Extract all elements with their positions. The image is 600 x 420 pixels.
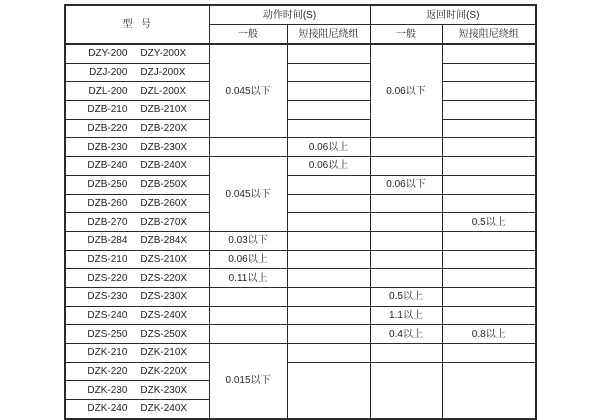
action-damped-cell [287,250,370,269]
model-cell: DZB-220 DZB-220X [65,119,209,138]
return-damped-cell [442,175,536,194]
action-damped-cell [287,269,370,288]
return-damped-cell [442,101,536,120]
return-general-cell [370,157,442,176]
model-cell: DZS-250 DZS-250X [65,325,209,344]
table-row [65,213,536,232]
action-damped-cell [287,213,370,232]
return-general-cell [370,269,442,288]
return-damped-cell [442,157,536,176]
table-row [65,119,536,138]
table-row [65,269,536,288]
action-general-cell [209,287,287,306]
action-damped-cell: 0.06以上 [287,157,370,176]
action-damped-cell [287,287,370,306]
return-general-cell: 1.1以上 [370,306,442,325]
return-general-cell: 0.06以下 [370,175,442,194]
table-row [65,231,536,250]
return-damped-cell [442,63,536,82]
table-row [65,287,536,306]
return-damped-cell [442,194,536,213]
model-cell: DZS-230 DZS-230X [65,287,209,306]
model-cell: DZB-260 DZB-260X [65,194,209,213]
action-damped-subheader: 短接阻尼绕组 [287,25,370,45]
action-general-cell: 0.045以下 [209,157,287,232]
action-general-subheader: 一般 [209,25,287,45]
table-row [65,344,536,363]
model-cell: DZB-250 DZB-250X [65,175,209,194]
model-cell: DZS-220 DZS-220X [65,269,209,288]
table-row [65,306,536,325]
return-damped-cell [442,82,536,101]
return-damped-cell [442,44,536,63]
table-row [65,157,536,176]
action-damped-cell [287,306,370,325]
return-damped-cell [442,306,536,325]
table-row [65,82,536,101]
model-cell: DZL-200 DZL-200X [65,82,209,101]
model-cell: DZJ-200 DZJ-200X [65,63,209,82]
model-cell: DZY-200 DZY-200X [65,44,209,63]
return-general-cell: 0.4以上 [370,325,442,344]
table-row [65,44,536,63]
return-damped-cell [442,138,536,157]
action-general-cell: 0.015以下 [209,344,287,419]
action-damped-cell [287,194,370,213]
header-row-groups [65,5,536,25]
action-general-cell: 0.045以下 [209,44,287,138]
return-general-cell [370,213,442,232]
return-damped-cell [442,250,536,269]
action-damped-cell: 0.06以上 [287,138,370,157]
model-cell: DZK-210 DZK-210X [65,344,209,363]
action-damped-cell [287,325,370,344]
action-general-cell [209,138,287,157]
table-row [65,63,536,82]
model-cell: DZS-210 DZS-210X [65,250,209,269]
model-cell: DZS-240 DZS-240X [65,306,209,325]
return-general-cell [370,194,442,213]
model-cell: DZK-230 DZK-230X [65,381,209,400]
return-general-cell [370,362,442,419]
action-damped-cell [287,44,370,63]
return-time-group-header: 返回时间(S) [370,5,536,25]
model-cell: DZK-240 DZK-240X [65,400,209,419]
model-cell: DZK-220 DZK-220X [65,362,209,381]
action-damped-cell [287,362,370,419]
model-cell: DZB-210 DZB-210X [65,101,209,120]
relay-timing-table [64,4,537,420]
return-general-subheader: 一般 [370,25,442,45]
model-cell: DZB-240 DZB-240X [65,157,209,176]
action-damped-cell [287,344,370,363]
action-damped-cell [287,119,370,138]
return-general-cell: 0.06以下 [370,44,442,138]
table-row [65,101,536,120]
return-damped-cell [442,269,536,288]
action-general-cell [209,325,287,344]
return-damped-cell: 0.5以上 [442,213,536,232]
action-time-group-header: 动作时间(S) [209,5,370,25]
model-cell: DZB-284 DZB-284X [65,231,209,250]
action-damped-cell [287,82,370,101]
model-column-header: 型 号 [65,5,209,44]
return-damped-subheader: 短接阻尼绕组 [442,25,536,45]
table-row [65,250,536,269]
model-cell: DZB-230 DZB-230X [65,138,209,157]
return-damped-cell [442,231,536,250]
action-general-cell: 0.11以上 [209,269,287,288]
return-general-cell [370,344,442,363]
return-general-cell [370,250,442,269]
return-general-cell [370,231,442,250]
return-damped-cell [442,119,536,138]
return-damped-cell [442,344,536,363]
action-general-cell [209,306,287,325]
table-row [65,194,536,213]
return-general-cell [370,138,442,157]
action-damped-cell [287,63,370,82]
action-damped-cell [287,175,370,194]
return-general-cell: 0.5以上 [370,287,442,306]
model-cell: DZB-270 DZB-270X [65,213,209,232]
table-row [65,138,536,157]
action-general-cell: 0.06以上 [209,250,287,269]
return-damped-cell: 0.8以上 [442,325,536,344]
table-row [65,362,536,381]
table-row [65,325,536,344]
action-damped-cell [287,231,370,250]
return-damped-cell [442,287,536,306]
table-row [65,175,536,194]
action-damped-cell [287,101,370,120]
return-damped-cell [442,362,536,419]
action-general-cell: 0.03以下 [209,231,287,250]
